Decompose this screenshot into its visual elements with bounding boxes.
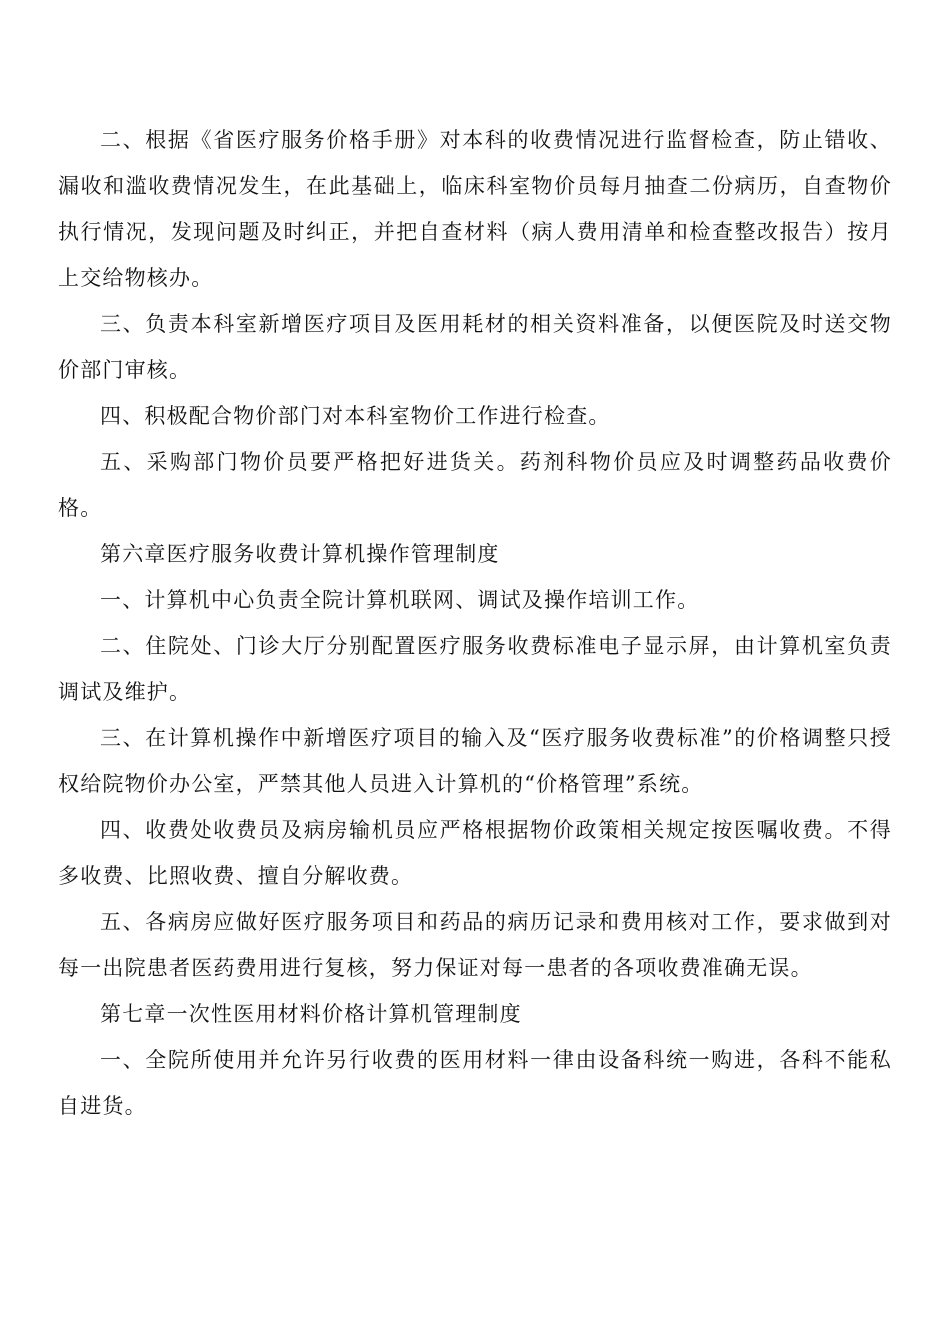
paragraph-cashier-rules: 四、收费处收费员及病房输机员应严格根据物价政策相关规定按医嘱收费。不得多收费、比照收费、擅自分解收费。 xyxy=(58,818,892,888)
paragraph-price-supervision: 二、根据《省医疗服务价格手册》对本科的收费情况进行监督检查，防止错收、漏收和滥收费情况发生，在此基础上，临床科室物价员每月抽查二份病历，自查物价执行情况，发现问题及时纠正，并把自查材料（病人费用清单和检查整改报告）按月上交给物核办。 xyxy=(58,128,892,290)
document-page xyxy=(58,117,892,1129)
paragraph-cooperate-inspection: 四、积极配合物价部门对本科室物价工作进行检查。 xyxy=(100,404,611,428)
chapter-six-heading: 第六章医疗服务收费计算机操作管理制度 xyxy=(100,542,500,566)
chapter-seven-heading: 第七章一次性医用材料价格计算机管理制度 xyxy=(100,1002,522,1026)
paragraph-purchasing-control: 五、采购部门物价员要严格把好进货关。药剂科物价员应及时调整药品收费价格。 xyxy=(58,450,892,520)
paragraph-price-management-authority: 三、在计算机操作中新增医疗项目的输入及“医疗服务收费标准”的价格调整只授权给院物价办公室，严禁其他人员进入计算机的“价格管理”系统。 xyxy=(58,726,892,796)
paragraph-display-screens: 二、住院处、门诊大厅分别配置医疗服务收费标准电子显示屏，由计算机室负责调试及维护。 xyxy=(58,634,892,704)
paragraph-new-items-preparation: 三、负责本科室新增医疗项目及医用耗材的相关资料准备，以便医院及时送交物价部门审核。 xyxy=(58,312,892,382)
paragraph-material-purchasing: 一、全院所使用并允许另行收费的医用材料一律由设备科统一购进，各科不能私自进货。 xyxy=(58,1048,892,1118)
paragraph-ward-verification: 五、各病房应做好医疗服务项目和药品的病历记录和费用核对工作，要求做到对每一出院患者医药费用进行复核，努力保证对每一患者的各项收费准确无误。 xyxy=(58,910,892,980)
paragraph-computer-center: 一、计算机中心负责全院计算机联网、调试及操作培训工作。 xyxy=(100,588,700,612)
